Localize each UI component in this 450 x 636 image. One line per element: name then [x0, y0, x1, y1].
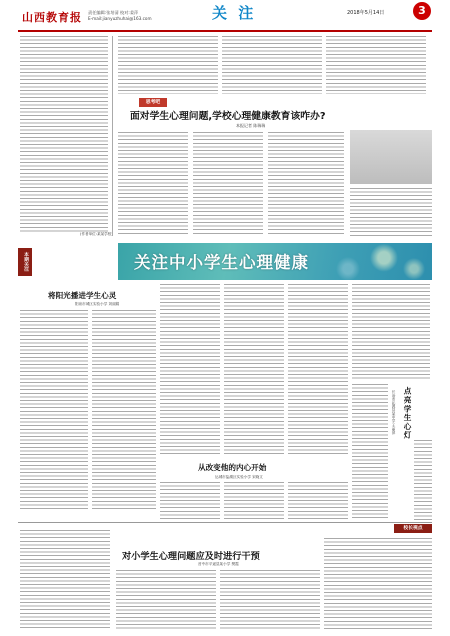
text-column: [118, 36, 218, 94]
text-column: [288, 284, 348, 456]
text-column: [414, 440, 432, 520]
text-column: [224, 482, 284, 520]
text-column: [288, 482, 348, 520]
text-column: [193, 132, 263, 236]
article-headline: 从改变他的内心开始: [198, 463, 267, 472]
banner-lights: [312, 243, 432, 280]
issue-date: 2018年5月14日: [347, 10, 385, 16]
text-column: [352, 284, 430, 379]
column-divider: [112, 36, 113, 236]
column-tag: 校长视点: [394, 524, 432, 533]
article-headline: 将阳光播进学生心灵: [48, 291, 117, 300]
text-column: [222, 36, 322, 94]
masthead-logo: 山西教育报: [22, 11, 82, 24]
text-column: [160, 482, 220, 520]
text-column: [20, 530, 110, 630]
text-column: [324, 538, 432, 630]
header-info: [88, 10, 208, 22]
article-byline: 阳泉市城区实验小学 刘丽娟: [75, 302, 120, 306]
editor-line: 责任编辑:张培清 校对:姜萍: [88, 10, 139, 15]
text-column: [326, 36, 426, 94]
article-byline: 长治市沁源县某中学 王丽萍: [392, 390, 396, 435]
article-byline: 本报记者 陈瑞瑞: [236, 123, 266, 128]
banner-title: 关注中小学生心理健康: [134, 253, 309, 272]
text-column: [118, 132, 188, 236]
text-column: [116, 570, 216, 630]
article-headline-vertical: 点亮学生心灯: [403, 387, 412, 440]
article-photo: [350, 130, 432, 184]
text-column: [220, 570, 320, 630]
page-number-badge: 3: [413, 2, 431, 20]
text-column: [268, 132, 344, 236]
text-column: [92, 310, 156, 510]
text-column: [350, 188, 432, 236]
article-tag: 思考吧: [139, 98, 167, 107]
article-byline: 晋中市平遥县某小学 樊霞: [198, 562, 239, 566]
column-tag: 本期关注: [18, 248, 32, 276]
article-headline: 对小学生心理问题应及时进行干预: [122, 551, 260, 562]
text-column: [224, 284, 284, 456]
text-column: [352, 384, 388, 520]
text-column: [20, 310, 88, 510]
section-divider: [18, 522, 432, 523]
email-line: E-mail:jianyuzhuhai@163.com: [88, 16, 152, 21]
article-byline: 运城市盐湖区实验小学 宋晓文: [215, 475, 263, 479]
section-title: 关 注: [212, 4, 257, 22]
text-column: [160, 284, 220, 456]
author-note: (作者单位:某某学校): [80, 232, 113, 236]
article-headline: 面对学生心理问题,学校心理健康教育该咋办?: [130, 111, 326, 122]
text-column: [20, 36, 108, 232]
header-rule: [18, 30, 432, 32]
